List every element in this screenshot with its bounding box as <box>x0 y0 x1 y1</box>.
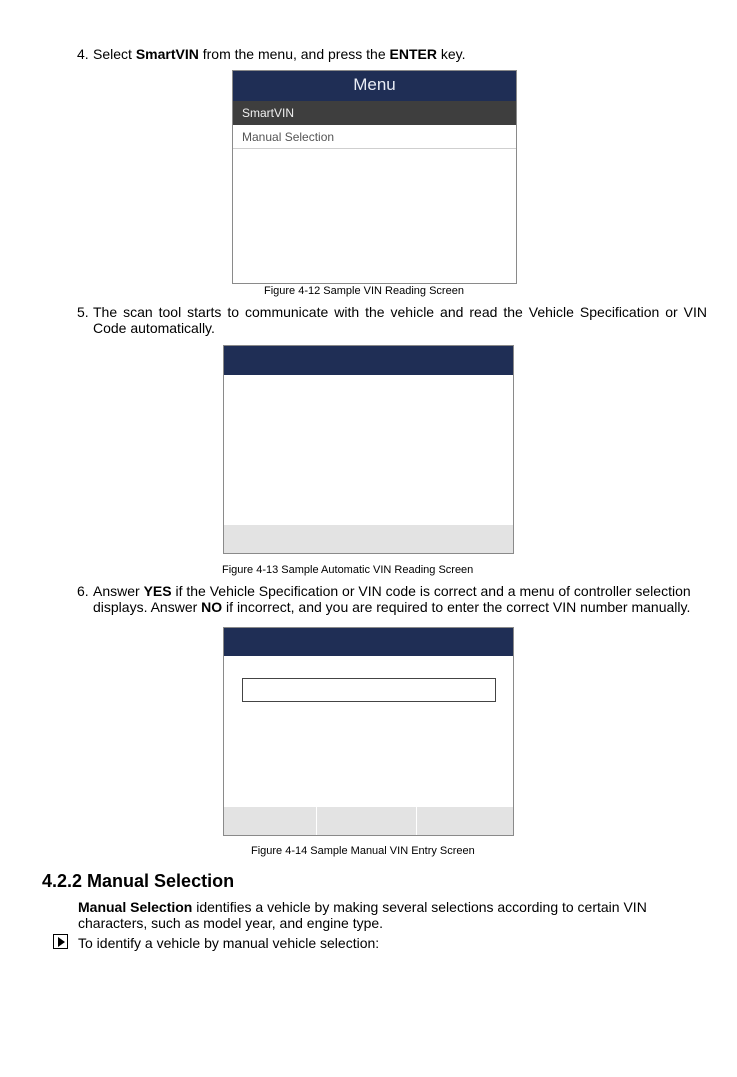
figure-4-12-caption: Figure 4-12 Sample VIN Reading Screen <box>264 285 464 297</box>
step-4-post: key. <box>436 46 466 62</box>
section-para-line2: characters, such as model year, and engine type. <box>78 915 384 931</box>
section-text1: identifies a vehicle by making several selections according to certain VIN <box>192 899 647 915</box>
step-4-smartvin: SmartVIN <box>135 46 199 62</box>
step-6-yes: YES <box>143 583 172 599</box>
manual-vin-header <box>224 628 513 656</box>
step-6-a: Answer <box>93 583 144 599</box>
menu-header <box>233 71 516 101</box>
step-5-number: 5. <box>77 304 89 320</box>
section-heading: 4.2.2 Manual Selection <box>42 871 235 891</box>
section-bold-term: Manual Selection <box>78 899 193 915</box>
menu-title: Menu <box>353 75 396 94</box>
step-4-text <box>93 46 465 62</box>
footer-button-2[interactable] <box>316 807 417 835</box>
manual-vin-screen <box>223 627 514 836</box>
step-6-number: 6. <box>77 583 89 599</box>
auto-vin-footer <box>224 525 513 553</box>
procedure-text: To identify a vehicle by manual vehicle selection: <box>78 935 380 951</box>
footer-button-3[interactable] <box>416 807 513 835</box>
step-6-d: displays. Answer <box>93 599 202 615</box>
menu-item-smartvin[interactable]: SmartVIN <box>233 101 516 125</box>
step-6-line1 <box>93 583 691 599</box>
step-4-pre: Select <box>93 46 136 62</box>
section-para-line1 <box>78 899 647 915</box>
step-6-no: NO <box>201 599 223 615</box>
vin-input-field[interactable] <box>242 678 496 702</box>
step-4-mid: from the menu, and press the <box>198 46 390 62</box>
step-4-number: 4. <box>77 46 89 62</box>
play-arrow-icon <box>53 934 68 949</box>
figure-4-13-caption: Figure 4-13 Sample Automatic VIN Reading Screen <box>222 564 474 576</box>
menu-screen <box>232 70 517 284</box>
auto-vin-header <box>224 346 513 375</box>
menu-item-manual-selection[interactable]: Manual Selection <box>233 125 516 149</box>
step-6-line2 <box>93 599 690 615</box>
auto-vin-screen <box>223 345 514 554</box>
step-6-f: if incorrect, and you are required to enter the correct VIN number manually. <box>222 599 691 615</box>
figure-4-14-caption: Figure 4-14 Sample Manual VIN Entry Screen <box>251 845 475 857</box>
step-6-c: if the Vehicle Specification or VIN code is correct and a menu of controller selection <box>171 583 691 599</box>
step-4-enter: ENTER <box>389 46 437 62</box>
step-5-line1: The scan tool starts to communicate with the vehicle and read the Vehicle Specification or VIN <box>93 304 707 320</box>
step-5-line2: Code automatically. <box>93 320 215 336</box>
manual-vin-footer <box>224 807 513 835</box>
